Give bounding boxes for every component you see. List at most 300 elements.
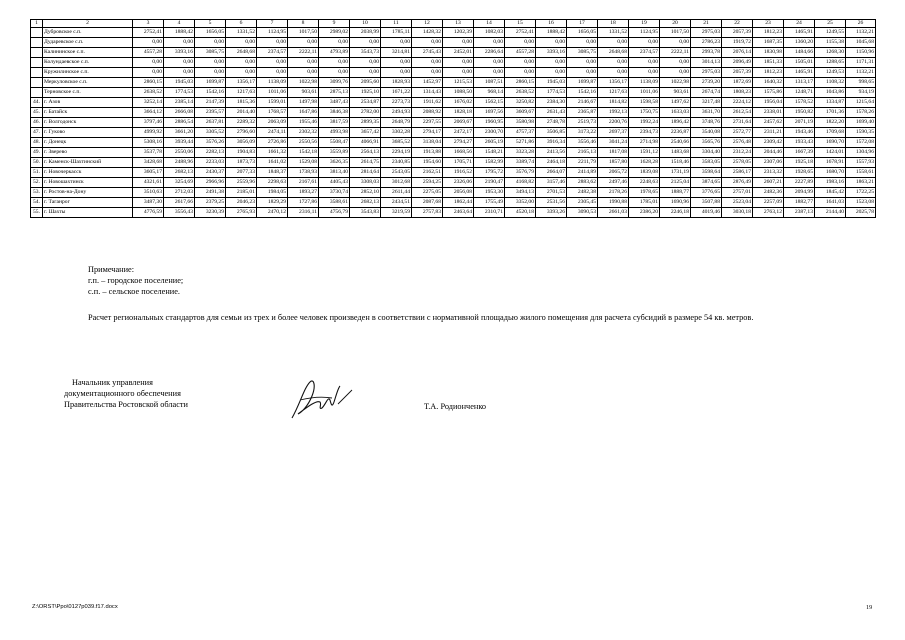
settlement-name-cell: г. Новочеркасск xyxy=(43,168,133,178)
value-cell: 1992,24 xyxy=(629,118,660,128)
value-cell: 3157,46 xyxy=(536,178,567,188)
column-number-cell: 17 xyxy=(567,20,598,28)
value-cell: 1217,63 xyxy=(598,88,629,98)
value-cell: 3214,81 xyxy=(381,48,412,58)
row-number-cell xyxy=(31,28,43,38)
value-cell: 2752,41 xyxy=(505,28,536,38)
value-cell: 2572,77 xyxy=(722,128,753,138)
row-number-cell: 54. xyxy=(31,198,43,208)
value-cell: 2147,39 xyxy=(195,98,226,108)
value-cell: 0,00 xyxy=(226,38,257,48)
value-cell: 2612,54 xyxy=(722,108,753,118)
value-cell: 2340,85 xyxy=(381,158,412,168)
settlement-name-cell: Терновское с.п. xyxy=(43,88,133,98)
value-cell: 3090,53 xyxy=(567,208,598,218)
value-cell: 1904,83 xyxy=(226,148,257,158)
row-number-cell: 44. xyxy=(31,98,43,108)
value-cell: 3506,85 xyxy=(536,128,567,138)
value-cell: 1578,52 xyxy=(784,98,815,108)
value-cell: 0,00 xyxy=(164,58,195,68)
value-cell: 2876,49 xyxy=(722,178,753,188)
value-cell: 4557,28 xyxy=(133,48,164,58)
value-cell: 1045,68 xyxy=(846,38,876,48)
value-cell: 0,00 xyxy=(443,68,474,78)
value-cell: 0,00 xyxy=(536,38,567,48)
value-cell: 0,00 xyxy=(319,58,350,68)
value-cell: 1656,05 xyxy=(567,28,598,38)
value-cell: 1943,46 xyxy=(784,128,815,138)
value-cell: 0,00 xyxy=(288,58,319,68)
value-cell: 1848,37 xyxy=(257,168,288,178)
value-cell: 1916,52 xyxy=(443,168,474,178)
value-cell: 3219,59 xyxy=(381,208,412,218)
row-number-cell: 47. xyxy=(31,128,43,138)
footer-file-path: Z:\ORST\Ppo\0127p039.f17.docx xyxy=(32,604,118,610)
value-cell: 2065,72 xyxy=(598,168,629,178)
value-cell: 2782,00 xyxy=(350,108,381,118)
value-cell: 0,00 xyxy=(257,38,288,48)
value-cell: 2497,46 xyxy=(598,178,629,188)
value-cell: 3540,08 xyxy=(691,128,722,138)
value-cell: 2395,57 xyxy=(195,108,226,118)
value-cell: 3056,09 xyxy=(226,138,257,148)
value-cell: 3304,40 xyxy=(691,148,722,158)
settlement-name-cell: г. Каменск-Шахтинский xyxy=(43,158,133,168)
column-number-cell: 16 xyxy=(536,20,567,28)
value-cell: 1582,99 xyxy=(474,158,505,168)
value-cell: 2384,30 xyxy=(536,98,567,108)
column-number-cell: 25 xyxy=(815,20,846,28)
value-cell: 3012,68 xyxy=(381,178,412,188)
value-cell: 1872,69 xyxy=(722,78,753,88)
value-cell: 1839,08 xyxy=(629,168,660,178)
value-cell: 2794,17 xyxy=(412,128,443,138)
value-cell: 1978,65 xyxy=(629,188,660,198)
value-cell: 2452,01 xyxy=(443,48,474,58)
value-cell: 1313,17 xyxy=(784,78,815,88)
value-cell: 2096,49 xyxy=(722,58,753,68)
value-cell: 2309,42 xyxy=(753,138,784,148)
value-cell: 3510,63 xyxy=(133,188,164,198)
value-cell: 2748,78 xyxy=(536,118,567,128)
value-cell: 2326,06 xyxy=(443,178,474,188)
value-cell: 0,00 xyxy=(660,58,691,68)
value-cell: 3494,13 xyxy=(505,188,536,198)
value-cell: 0,00 xyxy=(381,68,412,78)
value-cell: 934,19 xyxy=(846,88,876,98)
value-cell: 1108,32 xyxy=(815,78,846,88)
value-cell: 3254,69 xyxy=(164,178,195,188)
value-cell: 1082,03 xyxy=(474,28,505,38)
value-cell: 1132,21 xyxy=(846,28,876,38)
settlement-name-cell: г. Шахты xyxy=(43,208,133,218)
value-cell: 2531,56 xyxy=(536,198,567,208)
value-cell: 2682,13 xyxy=(164,168,195,178)
value-cell: 2712,03 xyxy=(164,188,195,198)
value-cell: 1088,50 xyxy=(443,88,474,98)
value-cell: 1641,02 xyxy=(257,158,288,168)
value-cell: 1572,08 xyxy=(846,138,876,148)
value-cell: 1851,33 xyxy=(753,58,784,68)
column-number-cell: 7 xyxy=(257,20,288,28)
value-cell: 2637,81 xyxy=(195,118,226,128)
value-cell: 0,00 xyxy=(195,38,226,48)
value-cell: 2559,96 xyxy=(226,178,257,188)
table-row xyxy=(31,158,876,168)
regional-standards-table xyxy=(30,19,876,218)
value-cell: 1815,36 xyxy=(226,98,257,108)
value-cell: 1575,86 xyxy=(753,88,784,98)
value-cell: 1017,50 xyxy=(288,28,319,38)
value-cell: 1873,73 xyxy=(226,158,257,168)
column-number-cell: 3 xyxy=(133,20,164,28)
value-cell: 1913,88 xyxy=(412,148,443,158)
value-cell: 1808,23 xyxy=(722,88,753,98)
settlement-name-cell: Меркуловское с.п. xyxy=(43,78,133,88)
value-cell: 2294,19 xyxy=(381,148,412,158)
value-cell: 3661,20 xyxy=(164,128,195,138)
value-cell: 1124,95 xyxy=(629,28,660,38)
value-cell: 2374,57 xyxy=(257,48,288,58)
value-cell: 2307,06 xyxy=(753,158,784,168)
value-cell: 2069,67 xyxy=(443,118,474,128)
value-cell: 0,00 xyxy=(257,68,288,78)
value-cell: 2144,40 xyxy=(815,208,846,218)
value-cell: 1641,03 xyxy=(815,198,846,208)
value-cell: 2038,99 xyxy=(350,28,381,38)
value-cell: 0,00 xyxy=(381,38,412,48)
value-cell: 2289,32 xyxy=(226,118,257,128)
value-cell: 0,00 xyxy=(164,68,195,78)
value-cell: 2246,18 xyxy=(660,208,691,218)
value-cell: 3252,14 xyxy=(133,98,164,108)
value-cell: 0,00 xyxy=(319,38,350,48)
settlement-name-cell: Колундаевское с.п. xyxy=(43,58,133,68)
value-cell: 4757,37 xyxy=(505,128,536,138)
value-cell: 2883,62 xyxy=(567,178,598,188)
value-cell: 1667,39 xyxy=(784,148,815,158)
value-cell: 1992,13 xyxy=(598,108,629,118)
value-cell: 2611,44 xyxy=(381,188,412,198)
value-cell: 2638,52 xyxy=(133,88,164,98)
value-cell: 4168,82 xyxy=(505,178,536,188)
value-cell: 1671,22 xyxy=(381,88,412,98)
value-cell: 3085,75 xyxy=(195,48,226,58)
value-cell: 1331,52 xyxy=(226,28,257,38)
table-row xyxy=(31,138,876,148)
column-number-cell: 15 xyxy=(505,20,536,28)
value-cell: 0,00 xyxy=(505,58,536,68)
value-cell: 0,00 xyxy=(567,38,598,48)
settlement-name-cell: г. Азов xyxy=(43,98,133,108)
value-cell: 2494,93 xyxy=(381,108,412,118)
value-cell: 1022,98 xyxy=(660,78,691,88)
value-cell: 0,00 xyxy=(350,38,381,48)
table-row xyxy=(31,178,876,188)
value-cell: 2094,99 xyxy=(784,188,815,198)
value-cell: 3588,61 xyxy=(319,198,350,208)
value-cell: 3308,03 xyxy=(350,178,381,188)
value-cell: 2482,36 xyxy=(753,188,784,198)
value-cell: 1304,96 xyxy=(846,148,876,158)
row-number-cell: 45. xyxy=(31,108,43,118)
value-cell: 2305,45 xyxy=(567,198,598,208)
value-cell: 3543,83 xyxy=(350,208,381,218)
value-cell: 1314,43 xyxy=(412,88,443,98)
value-cell: 1656,05 xyxy=(195,28,226,38)
value-cell: 1640,32 xyxy=(753,78,784,88)
value-cell: 2648,79 xyxy=(381,118,412,128)
value-cell: 1356,17 xyxy=(598,78,629,88)
value-cell: 1557,93 xyxy=(846,158,876,168)
value-cell: 1829,29 xyxy=(257,198,288,208)
value-cell: 1171,31 xyxy=(846,58,876,68)
value-cell: 1785,01 xyxy=(629,198,660,208)
value-cell: 903,61 xyxy=(660,88,691,98)
value-cell: 1138,09 xyxy=(629,78,660,88)
table-row xyxy=(31,208,876,218)
value-cell: 0,00 xyxy=(505,38,536,48)
value-cell: 2222,11 xyxy=(288,48,319,58)
value-cell: 1542,18 xyxy=(288,148,319,158)
value-cell: 1678,91 xyxy=(815,158,846,168)
value-cell: 0,00 xyxy=(412,68,443,78)
value-cell: 0,00 xyxy=(164,38,195,48)
value-cell: 2190,47 xyxy=(474,178,505,188)
value-cell: 2394,73 xyxy=(629,128,660,138)
value-cell: 3014,13 xyxy=(691,58,722,68)
value-cell: 2482,38 xyxy=(567,188,598,198)
value-cell: 3507,88 xyxy=(691,198,722,208)
row-number-cell xyxy=(31,68,43,78)
table-row xyxy=(31,148,876,158)
value-cell: 2014,40 xyxy=(226,108,257,118)
value-cell: 0,00 xyxy=(412,58,443,68)
value-cell: 2534,87 xyxy=(350,98,381,108)
value-cell: 4019,46 xyxy=(691,208,722,218)
table-header-row xyxy=(31,20,876,28)
value-cell: 0,00 xyxy=(629,38,660,48)
value-cell: 1845,42 xyxy=(815,188,846,198)
table-row xyxy=(31,58,876,68)
value-cell: 2222,11 xyxy=(660,48,691,58)
value-cell: 2726,86 xyxy=(257,138,288,148)
value-cell: 2638,52 xyxy=(505,88,536,98)
value-cell: 3874,65 xyxy=(691,178,722,188)
value-cell: 1484,66 xyxy=(784,48,815,58)
value-cell: 1863,21 xyxy=(846,178,876,188)
value-cell: 4993,98 xyxy=(319,128,350,138)
value-cell: 1690,96 xyxy=(660,198,691,208)
value-cell: 4321,61 xyxy=(133,178,164,188)
value-cell: 2087,68 xyxy=(412,198,443,208)
value-cell: 2875,13 xyxy=(319,88,350,98)
value-cell: 1043,86 xyxy=(815,88,846,98)
signer-name: Т.А. Родионченко xyxy=(424,402,487,411)
value-cell: 4520,18 xyxy=(505,208,536,218)
value-cell: 1828,93 xyxy=(381,78,412,88)
value-cell: 1774,53 xyxy=(536,88,567,98)
value-cell: 2167,61 xyxy=(288,178,319,188)
value-cell: 1356,17 xyxy=(226,78,257,88)
value-cell: 1562,15 xyxy=(474,98,505,108)
calculation-paragraph: Расчет региональных стандартов для семьи из трех и более человек произведен в соответствии с нормативной площадью жилого помещения для расчета субсидий в размере 54 кв. метров. xyxy=(88,313,754,322)
value-cell: 2227,89 xyxy=(784,178,815,188)
value-cell: 1598,58 xyxy=(629,98,660,108)
value-cell: 2312,24 xyxy=(722,148,753,158)
value-cell: 2752,41 xyxy=(133,28,164,38)
value-cell: 2056,08 xyxy=(443,188,474,198)
value-cell: 2745,43 xyxy=(412,48,443,58)
value-cell: 0,00 xyxy=(288,68,319,78)
table-row xyxy=(31,28,876,38)
value-cell: 3685,52 xyxy=(381,138,412,148)
value-cell: 3030,18 xyxy=(722,208,753,218)
value-cell: 0,00 xyxy=(598,38,629,48)
value-cell: 1590,35 xyxy=(846,128,876,138)
value-cell: 4776,59 xyxy=(133,208,164,218)
value-cell: 1022,98 xyxy=(288,78,319,88)
value-cell: 1591,12 xyxy=(629,148,660,158)
value-cell: 2614,75 xyxy=(350,158,381,168)
column-number-cell: 10 xyxy=(350,20,381,28)
value-cell: 5308,16 xyxy=(133,138,164,148)
value-cell: 3817,59 xyxy=(319,118,350,128)
settlement-name-cell: г. Ростов-на-Дону xyxy=(43,188,133,198)
value-cell: 1676,02 xyxy=(443,98,474,108)
value-cell: 3846,38 xyxy=(319,108,350,118)
value-cell: 2273,73 xyxy=(381,98,412,108)
value-cell: 2540,66 xyxy=(660,138,691,148)
column-number-cell: 8 xyxy=(288,20,319,28)
value-cell: 3537,78 xyxy=(133,148,164,158)
value-cell: 0,00 xyxy=(567,68,598,78)
value-cell: 3797,46 xyxy=(133,118,164,128)
value-cell: 1950,82 xyxy=(784,108,815,118)
value-cell: 1795,72 xyxy=(474,168,505,178)
value-cell: 2463,64 xyxy=(443,208,474,218)
value-cell: 2731,64 xyxy=(722,118,753,128)
value-cell: 3576,79 xyxy=(505,168,536,178)
value-cell: 2165,13 xyxy=(567,148,598,158)
value-cell: 0,00 xyxy=(629,68,660,78)
value-cell: 1215,53 xyxy=(443,78,474,88)
row-number-cell xyxy=(31,58,43,68)
value-cell: 3085,75 xyxy=(567,48,598,58)
value-cell: 2674,74 xyxy=(691,88,722,98)
value-cell: 3583,05 xyxy=(691,158,722,168)
value-cell: 3556,46 xyxy=(567,138,598,148)
value-cell: 1956,04 xyxy=(753,98,784,108)
settlement-name-cell: г. Волгодонск xyxy=(43,118,133,128)
value-cell: 5508,47 xyxy=(319,138,350,148)
value-cell: 1647,86 xyxy=(288,108,319,118)
value-cell: 2057,39 xyxy=(722,28,753,38)
value-cell: 4066,91 xyxy=(350,138,381,148)
value-cell: 1680,70 xyxy=(815,168,846,178)
value-cell: 2765,93 xyxy=(226,208,257,218)
table-row xyxy=(31,78,876,88)
value-cell: 2763,12 xyxy=(753,208,784,218)
value-cell: 3730,74 xyxy=(319,188,350,198)
value-cell: 0,00 xyxy=(443,58,474,68)
column-number-cell: 20 xyxy=(660,20,691,28)
value-cell: 3389,74 xyxy=(505,158,536,168)
value-cell: 2046,23 xyxy=(226,198,257,208)
value-cell: 2095,60 xyxy=(350,78,381,88)
value-cell: 2491,38 xyxy=(195,188,226,198)
value-cell: 2666,08 xyxy=(164,108,195,118)
value-cell: 3173,22 xyxy=(567,128,598,138)
column-number-cell: 14 xyxy=(474,20,505,28)
value-cell: 2374,57 xyxy=(629,48,660,58)
value-cell: 1888,42 xyxy=(536,28,567,38)
table-row xyxy=(31,198,876,208)
value-cell: 1814,82 xyxy=(598,98,629,108)
value-cell: 1812,23 xyxy=(753,28,784,38)
value-cell: 2057,39 xyxy=(722,68,753,78)
value-cell: 1925,10 xyxy=(350,88,381,98)
value-cell: 2594,25 xyxy=(412,178,443,188)
value-cell: 2311,21 xyxy=(753,128,784,138)
value-cell: 2631,43 xyxy=(536,108,567,118)
column-number-cell: 5 xyxy=(195,20,226,28)
value-cell: 1661,32 xyxy=(257,148,288,158)
value-cell: 0,00 xyxy=(381,58,412,68)
column-number-cell: 4 xyxy=(164,20,195,28)
value-cell: 1822,20 xyxy=(815,118,846,128)
value-cell: 0,00 xyxy=(567,58,598,68)
value-cell: 2088,92 xyxy=(412,108,443,118)
handwritten-signature xyxy=(286,378,356,426)
settlement-name-cell: Дударевское с.п. xyxy=(43,38,133,48)
value-cell: 1690,70 xyxy=(815,138,846,148)
value-cell: 1497,98 xyxy=(288,98,319,108)
value-cell: 1731,19 xyxy=(660,168,691,178)
value-cell: 1529,08 xyxy=(288,158,319,168)
value-cell: 2757,01 xyxy=(722,188,753,198)
value-cell: 1424,01 xyxy=(815,148,846,158)
value-cell: 0,00 xyxy=(474,38,505,48)
table-row xyxy=(31,108,876,118)
notes-line-urban: г.п. – городское поселение; xyxy=(88,275,184,285)
value-cell: 1955,46 xyxy=(288,118,319,128)
value-cell: 3393,16 xyxy=(164,48,195,58)
value-cell: 1755,49 xyxy=(474,198,505,208)
row-number-cell xyxy=(31,78,43,88)
value-cell: 2617,66 xyxy=(164,198,195,208)
value-cell: 4557,28 xyxy=(505,48,536,58)
value-cell: 3556,43 xyxy=(164,208,195,218)
table-row xyxy=(31,68,876,78)
value-cell: 1249,55 xyxy=(815,28,846,38)
value-cell: 3099,76 xyxy=(319,78,350,88)
value-cell: 2472,17 xyxy=(443,128,474,138)
value-cell: 1523,08 xyxy=(846,198,876,208)
value-cell: 2025,78 xyxy=(846,208,876,218)
row-number-cell xyxy=(31,88,43,98)
column-number-cell: 19 xyxy=(629,20,660,28)
value-cell: 1124,95 xyxy=(257,28,288,38)
value-cell: 1249,53 xyxy=(815,68,846,78)
notes-line-rural: с.п. – сельское поселение. xyxy=(88,286,180,296)
value-cell: 3657,42 xyxy=(350,128,381,138)
signer-position-line3: Правительства Ростовской области xyxy=(64,399,188,409)
value-cell: 2701,53 xyxy=(536,188,567,198)
value-cell: 1628,28 xyxy=(629,158,660,168)
value-cell: 2488,96 xyxy=(164,158,195,168)
value-cell: 1925,18 xyxy=(784,158,815,168)
